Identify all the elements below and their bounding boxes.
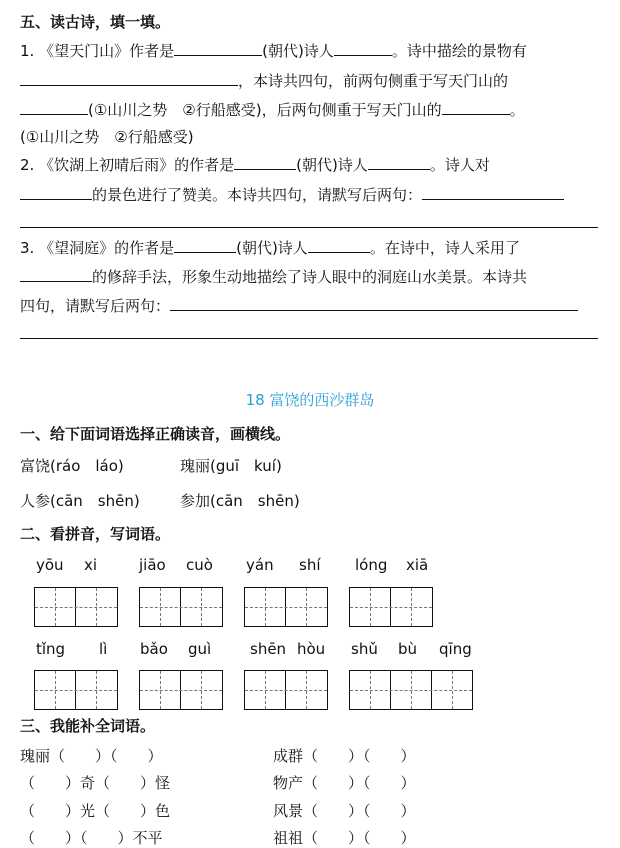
part2-heading: 二、看拼音，写词语。 bbox=[20, 525, 171, 543]
guide-line bbox=[96, 588, 97, 626]
q1-text-a: 1. 《望天门山》作者是 bbox=[20, 42, 175, 60]
q1-text-c: 。诗中描绘的景物有 bbox=[391, 42, 527, 60]
guide-line bbox=[306, 671, 307, 709]
pinyin-syllable: cuò bbox=[186, 556, 213, 574]
pinyin-syllable: shēn bbox=[250, 640, 287, 658]
guide-line bbox=[160, 671, 161, 709]
q1-line3 bbox=[20, 100, 525, 120]
guide-line bbox=[245, 690, 327, 691]
pinyin-syllable: qīng bbox=[439, 640, 472, 658]
pinyin-syllable: xi bbox=[84, 556, 98, 574]
lesson-title: 18 富饶的西沙群岛 bbox=[245, 391, 375, 409]
guide-line bbox=[160, 588, 161, 626]
q3-text-b: (朝代)诗人 bbox=[236, 239, 308, 257]
q3-line2 bbox=[20, 267, 527, 287]
q2-poet-blank[interactable] bbox=[368, 155, 430, 170]
writing-box[interactable] bbox=[139, 587, 223, 627]
guide-line bbox=[96, 671, 97, 709]
idiom-fill-item[interactable]: 瑰丽（ ）（ ） bbox=[20, 747, 163, 765]
q1-text-l3b: 。 bbox=[509, 101, 525, 119]
guide-line bbox=[452, 671, 453, 709]
part1-heading: 一、给下面词语选择正确读音，画横线。 bbox=[20, 425, 291, 443]
q2-text-a: 2. 《饮湖上初晴后雨》的作者是 bbox=[20, 156, 235, 174]
q1-focus1-blank[interactable] bbox=[20, 100, 88, 115]
q2-text-l2: 的景色进行了赞美。本诗共四句，请默写后两句： bbox=[92, 186, 423, 204]
guide-line bbox=[370, 588, 371, 626]
q1-poet-blank[interactable] bbox=[334, 41, 392, 56]
q2-line1 bbox=[20, 155, 490, 175]
pinyin-syllable: xiā bbox=[406, 556, 429, 574]
q3-answer-line[interactable] bbox=[20, 338, 598, 339]
writing-box[interactable] bbox=[244, 587, 328, 627]
idiom-fill-item[interactable]: 风景（ ）（ ） bbox=[273, 802, 416, 820]
guide-line bbox=[140, 690, 222, 691]
pronunciation-item[interactable]: 富饶(ráo láo) bbox=[20, 457, 124, 475]
q2-text-b: (朝代)诗人 bbox=[296, 156, 368, 174]
guide-line bbox=[201, 588, 202, 626]
pronunciation-item[interactable]: 参加(cān shēn) bbox=[180, 492, 300, 510]
q1-text-l2: ，本诗共四句，前两句侧重于写天门山的 bbox=[238, 72, 509, 90]
q2-recite-blank[interactable] bbox=[422, 185, 564, 200]
writing-box[interactable] bbox=[349, 670, 473, 710]
guide-line bbox=[265, 671, 266, 709]
pinyin-syllable: bù bbox=[398, 640, 418, 658]
pinyin-syllable: yōu bbox=[36, 556, 64, 574]
q3-text-l3: 四句，请默写后两句： bbox=[20, 297, 171, 315]
writing-box[interactable] bbox=[34, 587, 118, 627]
pinyin-syllable: lóng bbox=[355, 556, 388, 574]
guide-line bbox=[411, 671, 412, 709]
idiom-fill-item[interactable]: 祖祖（ ）（ ） bbox=[273, 829, 416, 847]
pinyin-syllable: bǎo bbox=[140, 640, 168, 658]
q1-text-l3a: (①山川之势 ②行船感受)，后两句侧重于写天门山的 bbox=[88, 101, 442, 119]
guide-line bbox=[55, 588, 56, 626]
guide-line bbox=[35, 607, 117, 608]
idiom-fill-item[interactable]: 物产（ ）（ ） bbox=[273, 774, 416, 792]
q2-dynasty-blank[interactable] bbox=[234, 155, 296, 170]
pinyin-syllable: tǐng bbox=[36, 640, 66, 658]
q3-recite-blank[interactable] bbox=[170, 296, 578, 311]
guide-line bbox=[411, 588, 412, 626]
guide-line bbox=[55, 671, 56, 709]
q1-line2 bbox=[20, 71, 508, 91]
idiom-fill-item[interactable]: （ ）奇（ ）怪 bbox=[20, 774, 171, 792]
guide-line bbox=[265, 588, 266, 626]
pinyin-syllable: jiāo bbox=[139, 556, 166, 574]
pinyin-syllable: guì bbox=[188, 640, 212, 658]
section5-heading: 五、读古诗，填一填。 bbox=[20, 13, 171, 31]
q3-text-l2: 的修辞手法，形象生动地描绘了诗人眼中的洞庭山水美景。本诗共 bbox=[92, 268, 528, 286]
q3-line1 bbox=[20, 238, 520, 258]
writing-box[interactable] bbox=[244, 670, 328, 710]
q2-answer-line[interactable] bbox=[20, 227, 598, 228]
guide-line bbox=[350, 607, 432, 608]
pinyin-syllable: shí bbox=[299, 556, 321, 574]
pinyin-syllable: shǔ bbox=[351, 640, 378, 658]
q3-rhetoric-blank[interactable] bbox=[20, 267, 92, 282]
q1-scenery-blank[interactable] bbox=[20, 71, 238, 86]
q3-poet-blank[interactable] bbox=[308, 238, 370, 253]
writing-box[interactable] bbox=[34, 670, 118, 710]
q1-line4: (①山川之势 ②行船感受) bbox=[20, 128, 194, 146]
guide-line bbox=[140, 607, 222, 608]
q2-place-blank[interactable] bbox=[20, 185, 92, 200]
q1-focus2-blank[interactable] bbox=[442, 100, 510, 115]
pronunciation-item[interactable]: 瑰丽(guī kuí) bbox=[180, 457, 282, 475]
pinyin-syllable: yán bbox=[246, 556, 274, 574]
guide-line bbox=[245, 607, 327, 608]
q1-dynasty-blank[interactable] bbox=[174, 41, 262, 56]
pinyin-syllable: lì bbox=[99, 640, 108, 658]
q2-text-c: 。诗人对 bbox=[429, 156, 490, 174]
part3-heading: 三、我能补全词语。 bbox=[20, 717, 156, 735]
guide-line bbox=[306, 588, 307, 626]
guide-line bbox=[201, 671, 202, 709]
q3-dynasty-blank[interactable] bbox=[174, 238, 236, 253]
pronunciation-item[interactable]: 人参(cān shēn) bbox=[20, 492, 140, 510]
idiom-fill-item[interactable]: （ ）光（ ）色 bbox=[20, 802, 171, 820]
guide-line bbox=[35, 690, 117, 691]
writing-box[interactable] bbox=[139, 670, 223, 710]
idiom-fill-item[interactable]: 成群（ ）（ ） bbox=[273, 747, 416, 765]
writing-box[interactable] bbox=[349, 587, 433, 627]
q3-text-c: 。在诗中，诗人采用了 bbox=[369, 239, 520, 257]
q1-line1 bbox=[20, 41, 527, 61]
q1-text-b: (朝代)诗人 bbox=[262, 42, 334, 60]
idiom-fill-item[interactable]: （ ）（ ）不平 bbox=[20, 829, 163, 847]
q2-line2 bbox=[20, 185, 564, 205]
q3-line3 bbox=[20, 296, 578, 316]
pinyin-syllable: hòu bbox=[297, 640, 326, 658]
q3-text-a: 3. 《望洞庭》的作者是 bbox=[20, 239, 175, 257]
guide-line bbox=[370, 671, 371, 709]
